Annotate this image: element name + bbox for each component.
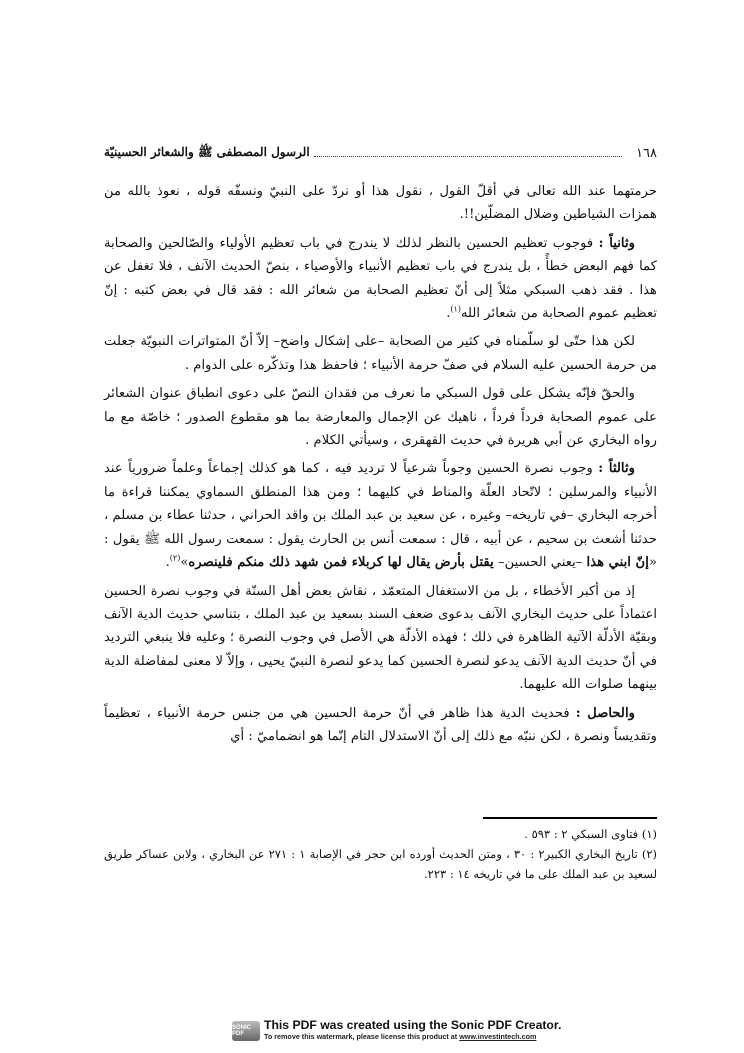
- watermark-line-1: [264, 1018, 561, 1032]
- paragraph-text: فوجوب تعظيم الحسين بالنظر لذلك لا يندرج في باب تعظيم الأولياء والصّالحين والصحابة كما فهم البعض خطأً ، بل يندرج في باب تعظيم الأنبياء والأوصياء ، بنصّ الحديث الآنف ، فلا تغفل عن هذا . فقد ذهب السبكي مثلاً إلى أنّ تعظيم الصحابة من شعائر الله : فقد قال في بعض كتبه : إنّ تعظيم عموم الصحابة من شعائر الله: [104, 235, 657, 322]
- paragraph-text: –يعني الحسين–: [493, 555, 587, 571]
- footnote-ref[interactable]: (١): [450, 304, 461, 314]
- paragraph: [104, 180, 657, 227]
- footnote: (١) فتاوى السبكي ٢ : ٥٩٣ .: [524, 827, 657, 841]
- paragraph: [104, 232, 657, 326]
- sonic-pdf-logo-icon: SONIC PDF: [232, 1021, 260, 1041]
- watermark-text: This PDF was created using the: [264, 1018, 451, 1032]
- paragraph-lead: وثانياً :: [598, 235, 635, 251]
- paragraph: [104, 457, 657, 574]
- hadith-quote: إنّ ابني هذا: [586, 555, 649, 571]
- watermark-line-2: [264, 1032, 536, 1041]
- watermark-brand: Sonic PDF Creator: [450, 1018, 558, 1032]
- footnote-ref[interactable]: (٢): [169, 553, 181, 563]
- hadith-quote: يقتل بأرض يقال لها كربلاء فمن شهد ذلك منكم فلينصره: [188, 555, 494, 571]
- paragraph: [104, 330, 657, 377]
- dotted-leader: [314, 156, 622, 157]
- paragraph: [104, 702, 657, 749]
- punctuation: .: [446, 306, 451, 322]
- document-page: [104, 0, 657, 1053]
- paragraph-lead: والحاصل :: [575, 705, 635, 721]
- paragraph: [104, 580, 657, 697]
- watermark-text: To remove this watermark, please license this product at: [264, 1032, 460, 1041]
- paragraph-text: حرمتهما عند الله تعالى في أقلّ القول ، نقول هذا أو نردّ على النبيّ ونسفّه قوله ، نعوذ بالله من همزات الشياطين وضلال المضلّين!!.: [104, 184, 657, 223]
- body-text: [104, 180, 657, 753]
- page-number: ١٦٨: [636, 145, 657, 161]
- punctuation: »: [180, 555, 189, 571]
- page-header: [104, 143, 657, 163]
- paragraph-text: وجوب نصرة الحسين وجوباً شرعياً لا ترديد فيه ، كما هو كذلك إجماعاً وعلماً ضرورياً عند الأنبياء والمرسلين ؛ لاتّحاد العلّة والمناط في كليهما ؛ ومن هذا المنطلق السماوي يمكننا قراءة ما أخرجه البخاري –في تاريخه– وغيره ، عن سعيد بن عبد الملك بن واقد الحراني ، حدثنا عطاء بن مسلم ، حدثنا أشعث بن سحيم ، عن أبيه ، قال : سمعت أنس بن الحارث يقول : سمعت رسول الله ﷺ يقول : «: [104, 461, 657, 571]
- footnote: (٢) تاريخ البخاري الكبير٢ : ٣٠ ، ومتن الحديث أورده ابن حجر في الإصابة ١ : ٢٧١ عن البخاري ، ولابن عساكر طريق لسعيد بن عبد الملك على ما في تاريخه ١٤ : ٢٢٣.: [104, 847, 657, 881]
- paragraph-text: فحديث الدية هذا ظاهر في أنّ حرمة الحسين هي من جنس حرمة الأنبياء ، تعظيماً وتقديساً ونصرة ، لكن ننبّه مع ذلك إلى أنّ الاستدلال التام إنّما هو انضماميّ : أي: [104, 705, 657, 744]
- watermark-text: .: [557, 1018, 562, 1032]
- pdf-watermark: [232, 1018, 562, 1046]
- paragraph-lead: وثالثاً :: [598, 461, 635, 477]
- footnotes: [104, 824, 657, 884]
- paragraph-text: إذ من أكبر الأخطاء ، بل من الاستغفال المتعمّد ، نقاش بعض أهل السنّة في وجوب نصرة الحسين اعتماداً على حديث البخاري الآنف بدعوى ضعف السند بسعيد بن عبد الملك ، بتناسي حديث الدية الآنف وبقيّة الأدلّة الآتية الظاهرة في ذلك ؛ فهذه الأدلّة هي الأصل في وجوب النصرة ؛ وعليه فلا ينبغي الترديد في أنّ حديث الدية الآنف يدعو لنصرة الحسين كما يدعو لنصرة النبيّ يحيى ، وإلاّ لا معنى لمفاضلة الدية بينهما صلوات الله عليهما.: [104, 583, 657, 693]
- watermark-link[interactable]: www.investintech.com: [459, 1032, 537, 1041]
- punctuation: .: [165, 555, 170, 571]
- paragraph-text: لكن هذا حتّى لو سلّمناه في كثير من الصحابة –على إشكال واضح– إلاّ أنّ المتواترات النبويّة جعلت من حرمة الحسين عليه السلام في صفّ حرمة الأنبياء ؛ فاحفظ هذا وتذكّره على الدوام .: [104, 334, 657, 373]
- footnote-divider: [483, 817, 657, 819]
- paragraph: [104, 382, 657, 452]
- running-title: الرسول المصطفى ﷺ والشعائر الحسينيّة: [104, 144, 310, 159]
- paragraph-text: والحقّ فإنّه يشكل على قول السبكي ما نعرف من فقدان النصّ على دعوى انطباق عنوان الشعائر على عموم الصحابة فرداً فرداً ، ناهيك عن الإجمال والمعارضة بما هو مقطوع الصدور ؛ خاصّة مع ما رواه البخاري عن أبي هريرة في حديث القهقرى ، وسيأتي الكلام .: [104, 386, 657, 449]
